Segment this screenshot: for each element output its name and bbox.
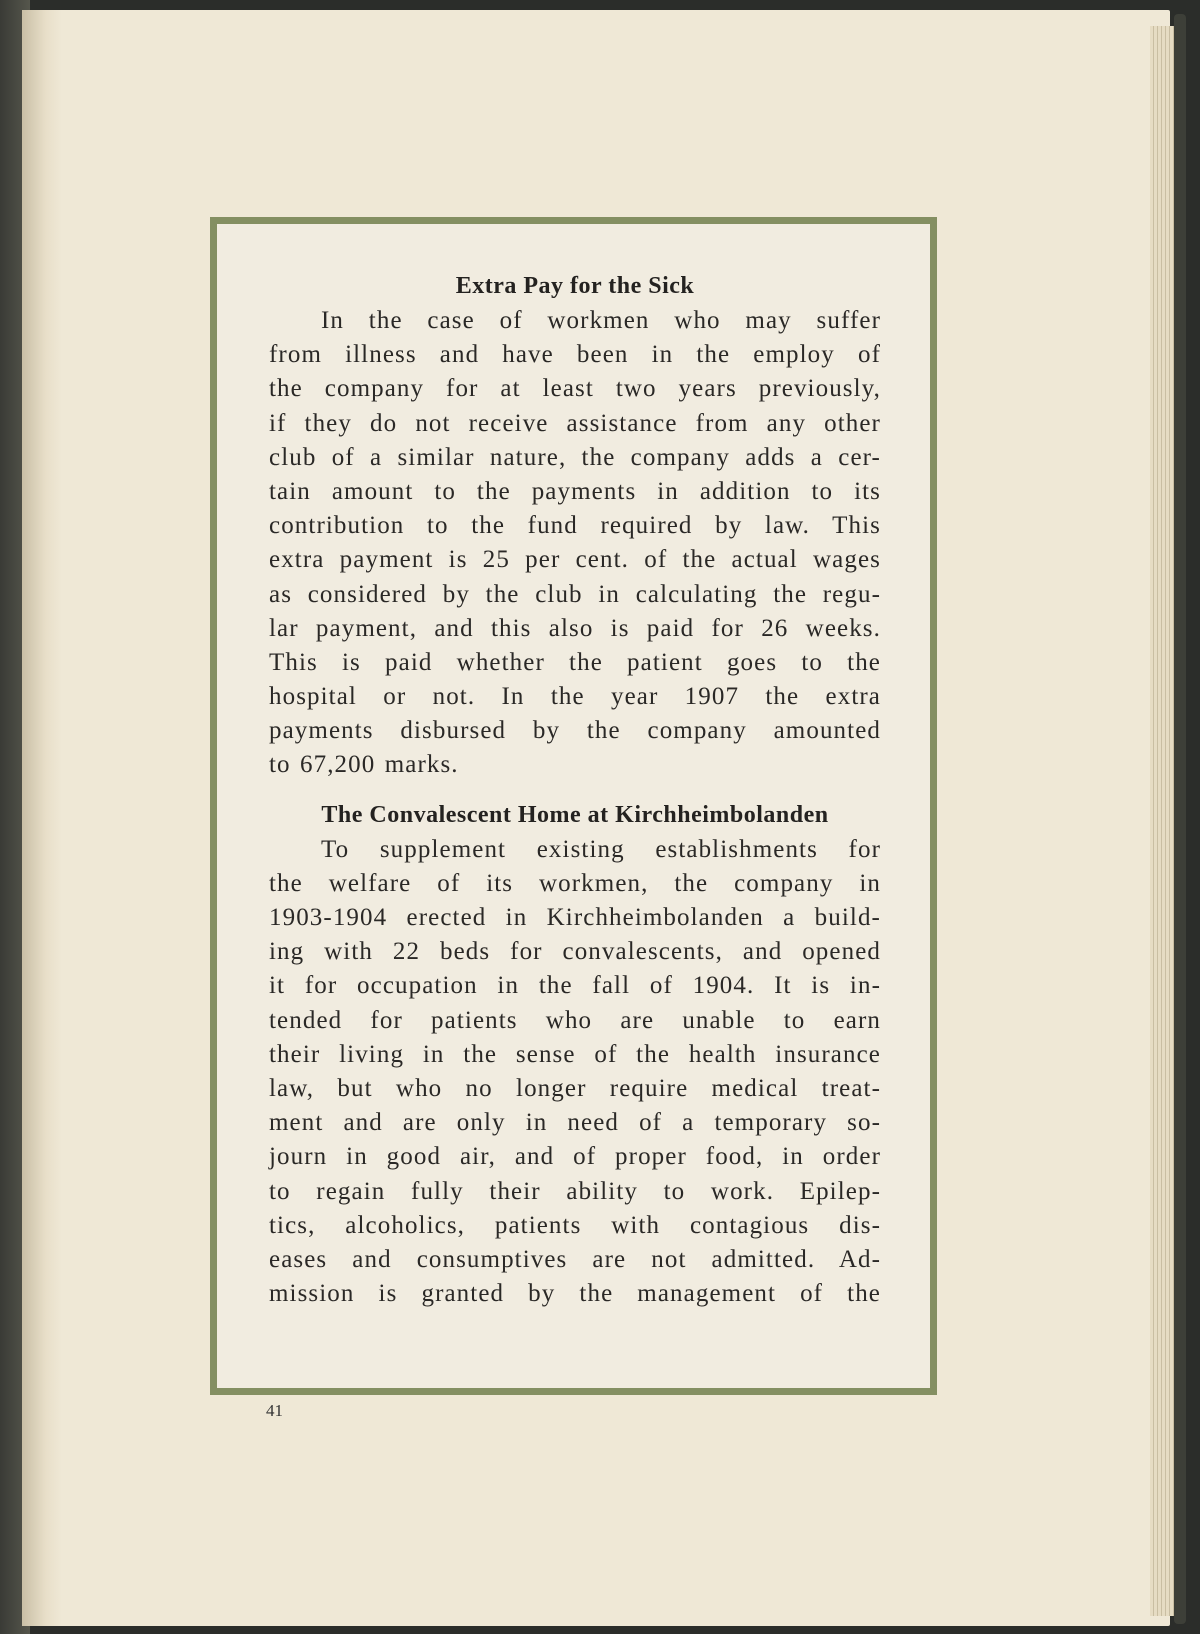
text-line: In the case of workmen who may suffer	[321, 307, 881, 334]
text-line: ing with 22 beds for convalescents, and opened	[269, 938, 881, 966]
text-line: tended for patients who are unable to earn	[269, 1006, 881, 1034]
text-line: club of a similar nature, the company adds a cer-	[269, 443, 881, 471]
page-gutter	[22, 10, 62, 1626]
text-line: hospital or not. In the year 1907 the extra	[269, 683, 881, 711]
text-line: to regain fully their ability to work. Epilep-	[269, 1177, 881, 1205]
page-edges	[1150, 26, 1174, 1616]
text-line: eases and consumptives are not admitted. Ad-	[269, 1245, 881, 1273]
text-line: if they do not receive assistance from any other	[269, 409, 881, 437]
text-block	[269, 268, 881, 1311]
text-line: ment and are only in need of a temporary so-	[269, 1109, 881, 1137]
text-line: 1903-1904 erected in Kirchheimbolanden a build-	[269, 904, 881, 931]
text-line: payments disbursed by the company amounted	[269, 717, 881, 745]
text-line: the welfare of its workmen, the company in	[269, 869, 881, 897]
text-line: extra payment is 25 per cent. of the actual wages	[269, 546, 881, 574]
text-line: mission is granted by the management of the	[269, 1280, 881, 1308]
text-line: their living in the sense of the health insurance	[269, 1040, 881, 1068]
text-line: lar payment, and this also is paid for 26 weeks.	[269, 614, 881, 642]
page-number: 41	[266, 1401, 283, 1420]
section-heading: The Convalescent Home at Kirchheimbolanden	[321, 801, 829, 828]
text-line: tain amount to the payments in addition to its	[269, 477, 881, 505]
section-heading: Extra Pay for the Sick	[455, 273, 695, 299]
text-line: from illness and have been in the employ of	[269, 341, 881, 369]
text-line: This is paid whether the patient goes to the	[269, 648, 881, 676]
text-line: as considered by the club in calculating the regu-	[269, 580, 881, 608]
text-line: contribution to the fund required by law. This	[269, 512, 881, 540]
text-line: to 67,200 marks.	[269, 751, 459, 779]
text-line: tics, alcoholics, patients with contagious dis-	[269, 1211, 881, 1239]
text-line: the company for at least two years previously,	[269, 375, 881, 403]
text-line: law, but who no longer require medical treat-	[269, 1074, 881, 1102]
text-line: it for occupation in the fall of 1904. It is in-	[269, 972, 881, 1000]
book-cover-right	[1174, 14, 1186, 1624]
text-line: To supplement existing establishments for	[321, 835, 881, 863]
text-line: journ in good air, and of proper food, in order	[269, 1143, 881, 1171]
section-gap	[269, 783, 881, 797]
